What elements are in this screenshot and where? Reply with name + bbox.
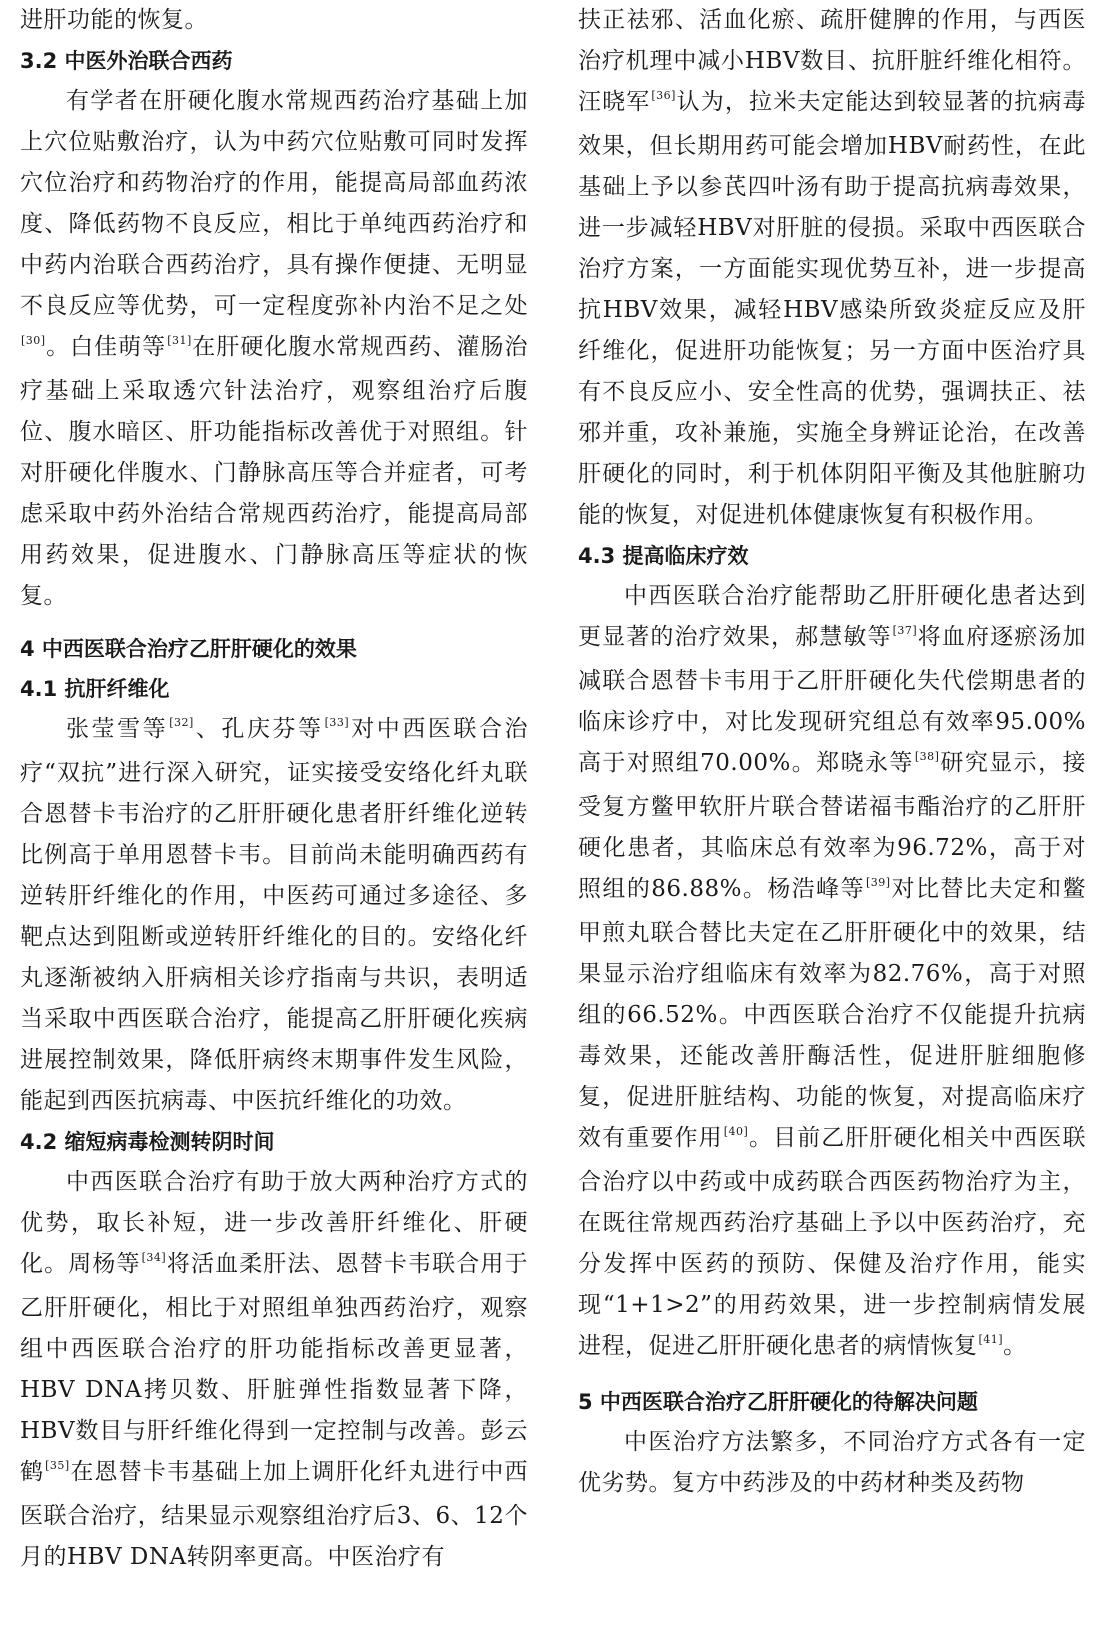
citation-37: [37]: [892, 624, 918, 637]
section-4-heading: 4 中西医联合治疗乙肝肝硬化的效果: [20, 637, 357, 661]
paragraph-5: 中医治疗方法繁多，不同治疗方式各有一定优劣势。复方中药涉及的中药材种类及药物: [578, 1429, 1086, 1496]
right-column: [578, 0, 1086, 1504]
paragraph-4-1: 张莹雪等[32]、孔庆芬等[33]对中西医联合治疗“双抗”进行深入研究，证实接受安络化纤丸联合恩替卡韦治疗的乙肝肝硬化患者肝纤维化逆转比例高于单用恩替卡韦。目前尚未能明确西药有逆转肝纤维化的作用，中医药可通过多途径、多靶点达到阻断或逆转肝纤维化的目的。安络化纤丸逐渐被纳入肝病相关诊疗指南与共识，表明适当采取中西医联合治疗，能提高乙肝肝硬化疾病进展控制效果，降低肝病终末期事件发生风险，能起到西医抗病毒、中医抗纤维化的功效。: [20, 716, 529, 1114]
citation-41: [41]: [978, 1333, 1004, 1346]
citation-35: [35]: [45, 1459, 70, 1472]
paragraph-4-3: 中西医联合治疗能帮助乙肝肝硬化患者达到更显著的治疗效果，郝慧敏等[37]将血府逐瘀汤加减联合恩替卡韦用于乙肝肝硬化失代偿期患者的临床诊疗中，对比发现研究组总有效率95.00%高于对照组70.00%。郑晓永等[38]研究显示，接受复方鳖甲软肝片联合替诺福韦酯治疗的乙肝肝硬化患者，其临床总有效率为96.72%，高于对照组的86.88%。杨浩峰等[39]对比替比夫定和鳖甲煎丸联合替比夫定在乙肝肝硬化中的效果，结果显示治疗组临床有效率为82.76%，高于对照组的66.52%。中西医联合治疗不仅能提升抗病毒效果，还能改善肝酶活性，促进肝脏细胞修复，促进肝脏结构、功能的恢复，对提高临床疗效有重要作用[40]。目前乙肝肝硬化相关中西医联合治疗以中药或中成药联合西医药物治疗为主，在既往常规西药治疗基础上予以中医药治疗，充分发挥中医药的预防、保健及治疗作用，能实现“1+1>2”的用药效果，进一步控制病情发展进程，促进乙肝肝硬化患者的病情恢复[41]。: [578, 583, 1087, 1359]
section-4-1-heading: 4.1 抗肝纤维化: [20, 677, 170, 701]
section-4-3-heading: 4.3 提高临床疗效: [578, 544, 749, 568]
paragraph-4-2-continued: 扶正祛邪、活血化瘀、疏肝健脾的作用，与西医治疗机理中减小HBV数目、抗肝脏纤维化相符。汪晓军[36]认为，拉米夫定能达到较显著的抗病毒效果，但长期用药可能会增加HBV耐药性，在此基础上予以参芪四叶汤有助于提高抗病毒效果，进一步减轻HBV对肝脏的侵损。采取中西医联合治疗方案，一方面能实现优势互补，进一步提高抗HBV效果，减轻HBV感染所致炎症反应及肝纤维化，促进肝功能恢复；另一方面中医治疗具有不良反应小、安全性高的优势，强调扶正、祛邪并重，攻补兼施，实施全身辨证论治，在改善肝硬化的同时，利于机体阴阳平衡及其他脏腑功能的恢复，对促进机体健康恢复有积极作用。: [578, 7, 1087, 528]
citation-34: [34]: [141, 1251, 167, 1264]
paragraph-continued: 进肝功能的恢复。: [20, 7, 208, 33]
section-4-2-heading: 4.2 缩短病毒检测转阴时间: [20, 1130, 275, 1154]
citation-30: [30]: [21, 334, 46, 347]
citation-36: [36]: [651, 89, 676, 102]
citation-33: [33]: [324, 716, 350, 729]
paragraph-3-2: 有学者在肝硬化腹水常规西药治疗基础上加上穴位贴敷治疗，认为中药穴位贴敷可同时发挥穴位治疗和药物治疗的作用，能提高局部血药浓度、降低药物不良反应，相比于单纯西药治疗和中药内治联合西药治疗，具有操作便捷、无明显不良反应等优势，可一定程度弥补内治不足之处[30]。白佳萌等[31]在肝硬化腹水常规西药、灌肠治疗基础上采取透穴针法治疗，观察组治疗后腹位、腹水暗区、肝功能指标改善优于对照组。针对肝硬化伴腹水、门静脉高压等合并症者，可考虑采取中药外治结合常规西药治疗，能提高局部用药效果，促进腹水、门静脉高压等症状的恢复。: [20, 88, 528, 609]
citation-39: [39]: [866, 876, 891, 889]
left-column: [20, 0, 528, 1578]
section-3-2-heading: 3.2 中医外治联合西药: [20, 49, 233, 73]
paragraph-4-2: 中西医联合治疗有助于放大两种治疗方式的优势，取长补短，进一步改善肝纤维化、肝硬化。周杨等[34]将活血柔肝法、恩替卡韦联合用于乙肝肝硬化，相比于对照组单独西药治疗，观察组中西医联合治疗的肝功能指标改善更显著，HBV DNA拷贝数、肝脏弹性指数显著下降，HBV数目与肝纤维化得到一定控制与改善。彭云鹤[35]在恩替卡韦基础上加上调肝化纤丸进行中西医联合治疗，结果显示观察组治疗后3、6、12个月的HBV DNA转阴率更高。中医治疗有: [20, 1169, 529, 1570]
section-5-heading: 5 中西医联合治疗乙肝肝硬化的待解决问题: [578, 1390, 978, 1414]
citation-31: [31]: [167, 334, 192, 347]
citation-40: [40]: [723, 1125, 749, 1138]
citation-38: [38]: [914, 750, 940, 763]
citation-32: [32]: [169, 716, 194, 729]
